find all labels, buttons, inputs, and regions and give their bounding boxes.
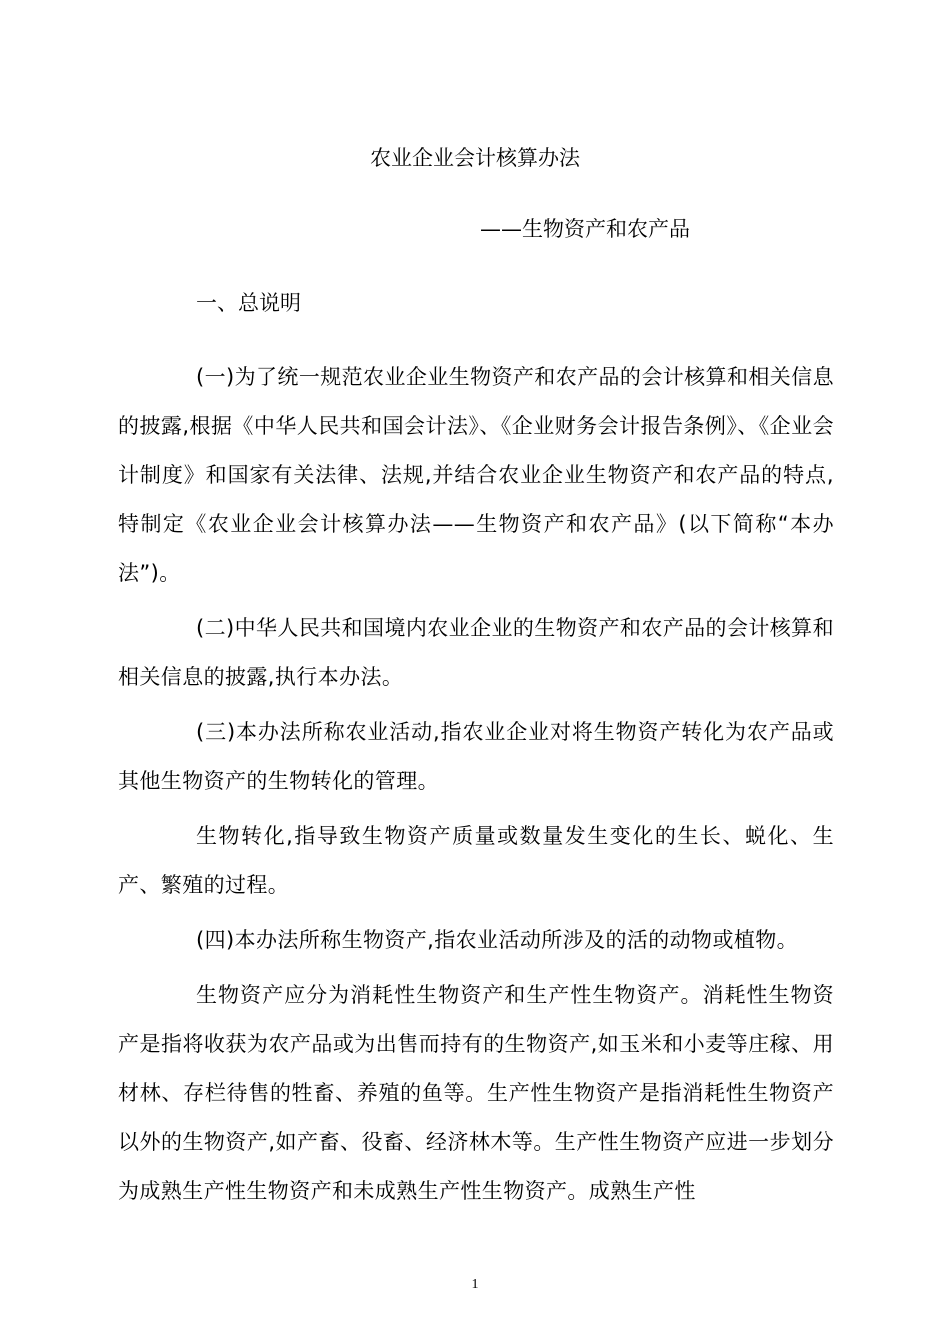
paragraph: (四)本办法所称生物资产,指农业活动所涉及的活的动物或植物。 bbox=[196, 928, 799, 952]
paragraph: (一)为了统一规范农业企业生物资产和农产品的会计核算和相关信息的披露,根据《中华人民共和国会计法》、《企业财务会计报告条例》、《企业会计制度》和国家有关法律、法规,并结合农业企业生物资产和农产品的特点,特制定《农业企业会计核算办法——生物资产和农产品》(以下简称“本办法”)。 bbox=[118, 365, 834, 585]
section-heading: 一、总说明 bbox=[196, 291, 301, 315]
paragraph: (三)本办法所称农业活动,指农业企业对将生物资产转化为农产品或其他生物资产的生物转化的管理。 bbox=[118, 720, 834, 793]
paragraph: (二)中华人民共和国境内农业企业的生物资产和农产品的会计核算和相关信息的披露,执行本办法。 bbox=[118, 616, 834, 689]
document-subtitle: ——生物资产和农产品 bbox=[480, 217, 690, 241]
paragraph: 生物资产应分为消耗性生物资产和生产性生物资产。消耗性生物资产是指将收获为农产品或为出售而持有的生物资产,如玉米和小麦等庄稼、用材林、存栏待售的牲畜、养殖的鱼等。生产性生物资产是指消耗性生物资产以外的生物资产,如产畜、役畜、经济林木等。生产性生物资产应进一步划分为成熟生产性生物资产和未成熟生产性生物资产。成熟生产性 bbox=[118, 983, 834, 1203]
page-number: 1 bbox=[471, 1277, 479, 1292]
paragraph: 生物转化,指导致生物资产质量或数量发生变化的生长、蜕化、生产、繁殖的过程。 bbox=[118, 824, 834, 897]
document-title: 农业企业会计核算办法 bbox=[370, 146, 580, 170]
document-body bbox=[118, 353, 834, 1222]
